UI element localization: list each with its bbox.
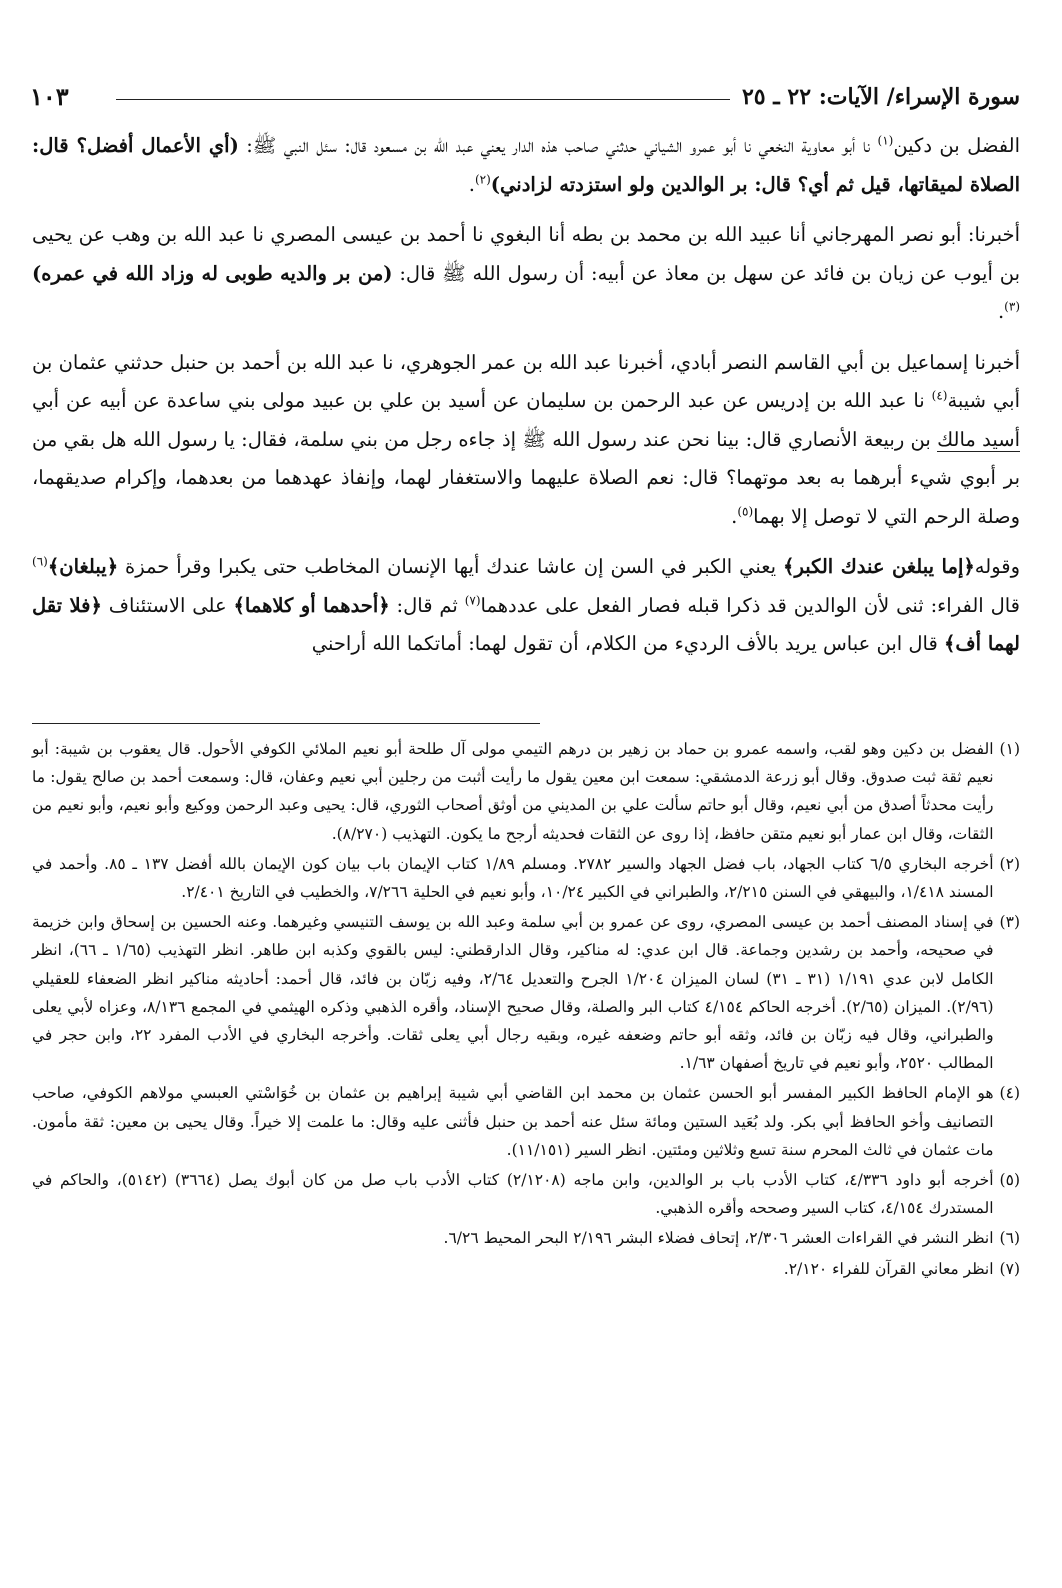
text-run: نا أبو معاوية النخعي نا أبو عمرو الشياني حدثني صاحب هذه الدار يعني عبد الله بن مسعود قال: سئل النبي ﷺ: xyxy=(238,134,878,157)
footnote-text: أخرجه أبو داود ٤/٣٣٦، كتاب الأدب باب بر الوالدين، وابن ماجه (٢/١٢٠٨) كتاب الأدب باب صل من كان أبوك يصل (٣٦٦٤) (٥١٤٢)، والحاكم في المستدرك ٤/١٥٤، كتاب السير وصححه وأقره الذهبي. xyxy=(32,1171,994,1218)
footnote-1 xyxy=(32,735,1020,848)
footnote-6 xyxy=(32,1224,1020,1252)
text-run: يعني الكبر في السن إن عاشا عندك أيها الإنسان المخاطب حتى يكبرا وقرأ حمزة xyxy=(118,555,784,578)
quran-quote: ﴿يبلغان﴾ xyxy=(47,555,119,578)
footnote-ref: (٣) xyxy=(1004,299,1020,314)
footnote-number: (١) xyxy=(999,740,1020,758)
footnote-ref: (٧) xyxy=(464,593,481,607)
footnote-ref: (٢) xyxy=(474,172,491,186)
text-run: ثم قال: xyxy=(389,593,465,617)
footnote-number: (٤) xyxy=(999,1084,1020,1103)
footnote-ref: (٤) xyxy=(931,388,948,403)
text-run: نا عبد الله بن إدريس عن عبد الرحمن بن سليمان عن أسيد بن علي بن عبيد مولى بني ساعدة عن أبيه عن أبي xyxy=(32,389,932,412)
text-run: أخبرنا إسماعيل بن أبي القاسم النصر أبادي، أخبرنا عبد الله بن عمر الجوهري، نا عبد الله بن أحمد بن حنبل حدثني عثمان بن أبي شيبة xyxy=(32,350,1020,412)
footnote-5 xyxy=(32,1166,1020,1222)
footnote-text: في إسناد المصنف أحمد بن عيسى المصري، روى عن عمرو بن أبي سلمة وعبد الله بن يوسف التنيسي وغيرهما. وعنه الحسين بن إسحاق وابن خزيمة في صحيحه، وأحمد بن رشدين وجماعة. قال ابن عدي: له مناكير، وقال الدارقطني: ليس بالقوي وكذبه ابن طاهر. انظر التهذيب (١/٦٥ ـ ٦٦)، انظر الكامل لابن عدي ١/١٩١ (٣١ ـ ٣١) لسان الميزان ١/٢٠٤ الجرح والتعديل ٢/٦٤، وفيه زبّان بن فائد، قال أحمد: أحاديثه مناكير انظر الضعفاء للعقيلي (٢/٩٦). الميزان (٢/٦٥). أخرجه الحاكم ٤/١٥٤ كتاب البر والصلة، وقال صحيح الإسناد، وأقره الذهبي وذكره الهيثمي في المجمع ٨/١٣٦، وعزاه لأبي يعلى والطبراني، وقال فيه زبّان بن فائد، وثقه أبو حاتم وضعفه غيره، وبقيه رجال أبي يعلى ثقات. وأخرجه البخاري في الأدب المفرد ٢٢، وابن حجر في المطالب ٢٥٢٠، وأبو نعيم في تاريخ أصفهان ١/٦٣. xyxy=(32,913,994,1073)
page-number: ١٠٣ xyxy=(30,82,79,112)
footnote-ref: (٦) xyxy=(32,554,48,569)
footnotes xyxy=(32,735,1020,1285)
chapter-title: سورة الإسراء/ الآيات: ٢٢ ـ ٢٥ xyxy=(730,82,1020,112)
text-run: أخبرنا: أبو نصر المهرجاني أنا عبيد الله بن محمد بن بطه أنا البغوي نا أحمد بن عيسى المصري نا عبد الله بن وهب عن يحيى بن أيوب عن زيان بن فائد عن سهل بن معاذ عن أبيه: أن رسول الله ﷺ قال: xyxy=(32,223,1020,285)
main-text xyxy=(32,127,1020,676)
footnote-number: (٢) xyxy=(999,854,1020,873)
footnote-number: (٣) xyxy=(999,913,1020,932)
footnote-number: (٦) xyxy=(999,1229,1020,1248)
quran-quote: ﴿إما يبلغن عندك الكبر﴾ xyxy=(783,555,975,578)
footnote-text: الفضل بن دكين وهو لقب، واسمه عمرو بن حماد بن زهير بن درهم التيمي مولى آل طلحة أبو نعيم الملائي الكوفي الأحول. قال يعقوب بن شيبة: أبو نعيم ثقة ثبت صدوق. وقال أبو زرعة الدمشقي: سمعت ابن معين يقول ما رأيت أثبت من رجلين أبي نعيم وعفان، قال: وسمعت أحمد بن صالح يقول: ما رأيت محدثاً أصدق من أبي نعيم، وقال أبو حاتم سألت علي بن المديني من أوثق أصحاب الثوري، قال: يحيى وعبد الرحمن ووكيع وأبو نعيم، وأبو نعيم من الثقات، وقال ابن عمار أبو نعيم متقن حافظ، إذا روى عن الثقات فحديثه أرجح ما يكون. التهذيب (٨/٢٧٠). xyxy=(32,740,994,843)
text-run: بن ربيعة الأنصاري قال: بينا نحن عند رسول الله ﷺ إذ جاءه رجل من بني سلمة، فقال: يا رسول الله هل بقي من بر أبوي شيء أبرهما به بعد موتهما؟ قال: نعم الصلاة عليهما والاستغفار لهما، وإنفاذ عهدهما من بعدهما، وإكرام صديقهما، وصلة الرحم التي لا توصل إلا بهما xyxy=(32,427,1020,528)
footnote-ref: (١) xyxy=(877,133,894,148)
running-header xyxy=(30,82,1020,112)
text-run: وقوله xyxy=(974,555,1021,578)
paragraph-4 xyxy=(32,548,1020,664)
footnote-ref: (٥) xyxy=(737,504,754,518)
quran-quote: ﴿فلا تقل لهما أف﴾ xyxy=(32,593,1020,655)
footnote-7 xyxy=(32,1255,1020,1283)
text-run: . xyxy=(997,300,1005,323)
text-run: قال ابن عباس يريد بالأف الرديء من الكلام، أن تقول لهما: أماتكما الله أراحني xyxy=(311,632,944,655)
paragraph-3 xyxy=(32,344,1020,537)
quran-quote: ﴿أحدهما أو كلاهما﴾ xyxy=(233,593,390,617)
footnote-number: (٧) xyxy=(999,1259,1020,1278)
text-run: قال الفراء: ثنى لأن الوالدين قد ذكرا قبله فصار الفعل على عددهما xyxy=(480,593,1020,617)
footnote-number: (٥) xyxy=(999,1171,1020,1190)
text-run: . xyxy=(731,504,738,528)
footnote-3 xyxy=(32,908,1020,1077)
footnote-separator xyxy=(32,723,540,724)
hadith-quote: (أي الأعمال أفضل؟ قال: الصلاة لميقاتها، قيل ثم أي؟ قال: بر الوالدين ولو استزدته لزادني) xyxy=(32,134,1020,196)
footnote-2 xyxy=(32,850,1020,906)
paragraph-2 xyxy=(32,216,1020,332)
footnote-text: أخرجه البخاري ٦/٥ كتاب الجهاد، باب فضل الجهاد والسير ٢٧٨٢. ومسلم ١/٨٩ كتاب الإيمان باب بيان كون الإيمان بالله أفضل ١٣٧ ـ ٨٥. وأحمد في المسند ١/٤١٨، والبيهقي في السنن ٢/٢١٥، والطبراني في الكبير ١٠/٢٤، وأبو نعيم في الحلية ٧/٢٦٦، والخطيب في التاريخ ٢/٤٠١. xyxy=(32,854,994,902)
text-run: . xyxy=(468,172,475,196)
footnote-text: هو الإمام الحافظ الكبير المفسر أبو الحسن عثمان بن محمد ابن القاضي أبي شيبة إبراهيم بن عثمان بن خُوَاسْتي العبسي مولاهم الكوفي، صاحب التصانيف وأخو الحافظ أبي بكر. ولد بُعَيد الستين ومائة سئل عنه أحمد بن حنبل فأثنى عليه وقال: ما علمت إلا خيراً. وقال يحيى بن معين: ثقة مأمون. مات عثمان في ثالث المحرم سنة تسع وثلاثين ومئتين. انظر السير (١١/١٥١). xyxy=(32,1084,994,1159)
underlined-name: أسيد مالك xyxy=(937,427,1020,451)
text-run: على الاستئناف xyxy=(101,593,234,617)
footnote-text: انظر النشر في القراءات العشر ٢/٣٠٦، إتحاف فضلاء البشر ٢/١٩٦ البحر المحيط ٦/٢٦. xyxy=(443,1229,994,1248)
footnote-text: انظر معاني القرآن للفراء ٢/١٢٠. xyxy=(783,1259,994,1278)
text-run: الفضل بن دكين xyxy=(893,134,1020,157)
hadith-quote: (من بر والديه طوبى له وزاد الله في عمره) xyxy=(32,261,393,285)
paragraph-1 xyxy=(32,127,1020,204)
footnote-4 xyxy=(32,1079,1020,1164)
